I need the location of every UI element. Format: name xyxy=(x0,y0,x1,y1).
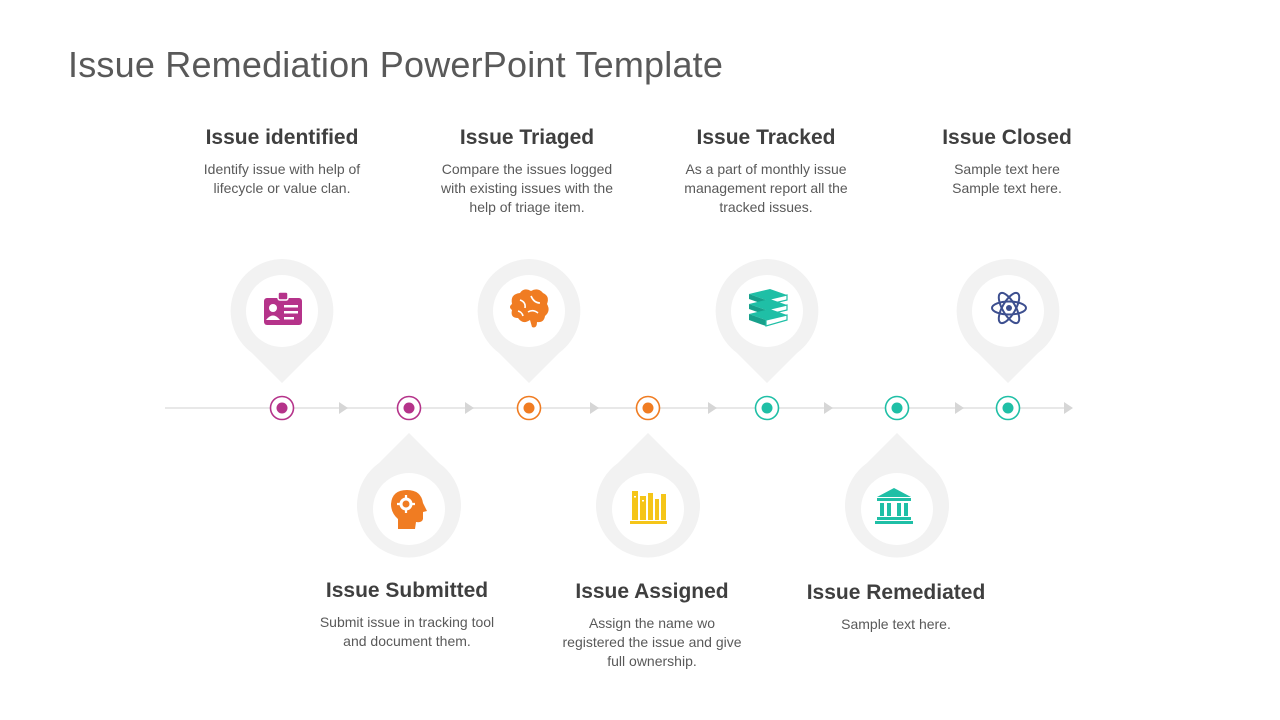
node-identified xyxy=(271,397,294,420)
slide-title: Issue Remediation PowerPoint Template xyxy=(68,44,724,85)
step-description-line: Identify issue with help of xyxy=(203,161,361,177)
step-description-line: and document them. xyxy=(343,633,471,649)
step-description xyxy=(162,160,402,198)
step-tracked xyxy=(646,126,886,217)
step-description-line: Sample text here. xyxy=(952,180,1062,196)
pin-closed xyxy=(957,259,1060,383)
step-title: Issue identified xyxy=(205,126,359,149)
step-title: Issue Submitted xyxy=(325,579,489,602)
node-assigned xyxy=(637,397,660,420)
node-tracked xyxy=(756,397,779,420)
step-description xyxy=(287,613,527,651)
step-description xyxy=(887,160,1127,198)
step-description-line: help of triage item. xyxy=(469,199,585,215)
step-assigned xyxy=(532,580,772,671)
step-description-line: Sample text here. xyxy=(841,616,951,632)
pin-triaged xyxy=(478,259,581,383)
node-triaged xyxy=(518,397,541,420)
step-title: Issue Assigned xyxy=(575,580,729,603)
node-remediated xyxy=(886,397,909,420)
arrow-icon xyxy=(1064,402,1073,414)
step-description xyxy=(646,160,886,217)
arrow-icon xyxy=(708,402,717,414)
step-description-line: management report all the xyxy=(684,180,848,196)
pin-tracked xyxy=(716,259,819,383)
step-description-line: registered the issue and give xyxy=(562,634,742,650)
pin-identified xyxy=(231,259,334,383)
pin-submitted xyxy=(357,433,461,557)
step-description-line: Compare the issues logged xyxy=(441,161,613,177)
step-remediated xyxy=(776,581,1016,634)
step-description xyxy=(532,614,772,671)
step-triaged xyxy=(407,126,647,217)
arrow-icon xyxy=(590,402,599,414)
step-description-line: tracked issues. xyxy=(719,199,813,215)
arrow-icon xyxy=(465,402,474,414)
books-shelf-icon xyxy=(630,491,667,524)
book-stack-icon xyxy=(749,289,787,326)
step-description-line: Assign the name wo xyxy=(588,615,716,631)
node-submitted xyxy=(398,397,421,420)
step-title: Issue Closed xyxy=(942,126,1072,149)
step-title: Issue Triaged xyxy=(459,126,595,149)
arrow-icon xyxy=(824,402,833,414)
arrow-icon xyxy=(955,402,964,414)
step-description xyxy=(407,160,647,217)
step-description-line: full ownership. xyxy=(607,653,697,669)
step-submitted xyxy=(287,579,527,651)
step-description-line: with existing issues with the xyxy=(441,180,613,196)
pin-assigned xyxy=(596,433,700,557)
step-description-line: lifecycle or value clan. xyxy=(213,180,351,196)
pin-remediated xyxy=(845,433,949,557)
arrow-icon xyxy=(339,402,348,414)
step-closed xyxy=(887,126,1127,198)
step-description-line: Submit issue in tracking tool xyxy=(319,614,495,630)
step-title: Issue Remediated xyxy=(806,581,986,604)
step-description-line: Sample text here xyxy=(954,161,1060,177)
step-identified xyxy=(162,126,402,198)
step-description-line: As a part of monthly issue xyxy=(685,161,847,177)
step-description xyxy=(776,615,1016,634)
node-closed xyxy=(997,397,1020,420)
step-title: Issue Tracked xyxy=(696,126,836,149)
